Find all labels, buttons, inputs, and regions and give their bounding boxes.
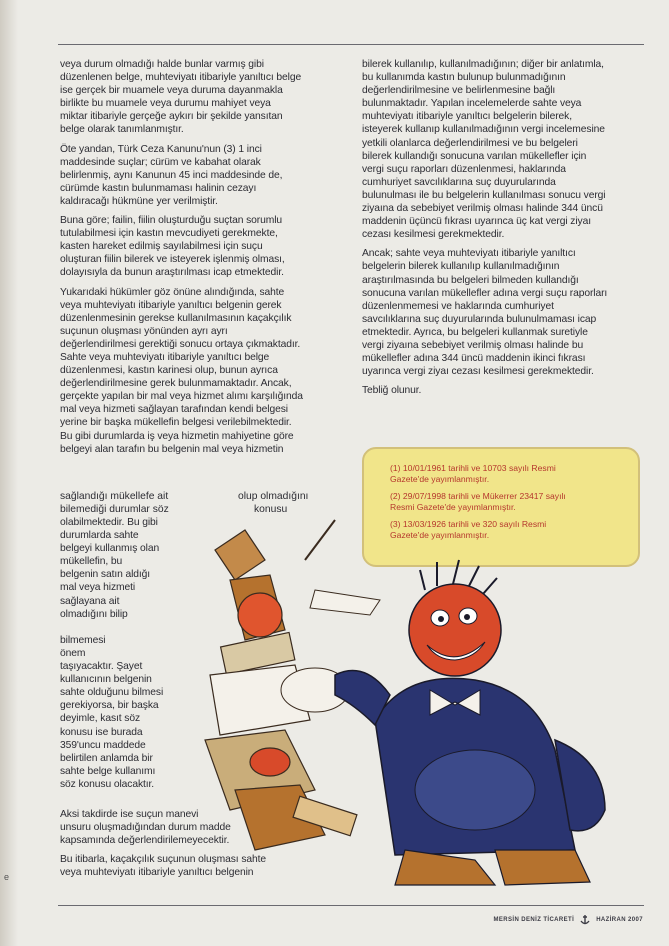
paragraph: Bu itibarla, kaçakçılık suçunun oluşması sahte veya muhteviyatı itibariyle yanıltıcı belgenin — [60, 854, 267, 879]
cartoon-man — [335, 560, 605, 885]
paragraph: Öte yandan, Türk Ceza Kanunu'nun (3) 1 inci maddesinde suçlar; cürüm ve kabahat olarak belirlenmiş, aynı Kanunun 45 inci maddesinde de, cürümde kastın bulunmaması halinin cezayı kaldıracağı hükmüne yer verilmiştir. — [60, 143, 283, 207]
split-line-1-left: sağlandığı mükellefe ait — [60, 491, 169, 502]
anchor-logo-icon — [578, 914, 592, 926]
closing-line: Tebliğ olunur. — [362, 385, 422, 397]
paragraph: olabilmektedir. Bu gibi durumlarda sahte belgeyi kullanmış olan mükellefin, bu belgenin satın aldığı mal veya hizmeti sağlayana ait olmadığını bilip bilmemesi önem taşıyacaktır. Şayet kullanıcının belgenin sahte olduğunu bilmesi gerekiyorsa, bir başka deyimle, kasıt söz konusu ise burada 359'uncu maddede belirtilen anlamda bir sahte belge kullanımı söz konusu olacaktır. — [60, 517, 164, 790]
paragraph: Ancak; sahte veya muhteviyatı itibariyle yanıltıcı belgelerin bilerek kullanılıp kullanılmadığının araştırılmasında bu belgeleri bilmeden kullandığı sonucuna varılan mükellefler adına vergi suçu raporları düzenlenmemesi ve haklarında cumhuriyet savcılıklarına suç duyurularında bulunulmaması icap etmektedir. Ayrıca, bu belgeleri kullanmak suretiyle vergi ziyaına sebebiyet verilmiş olması halinde bu mükellefler adına 344 üncü maddenin ikinci fıkrası uyarınca vergi ziyaı cezası kesilmesi gerekmektedir. — [362, 248, 608, 378]
split-line-2-left: bilemediği durumlar söz — [60, 504, 169, 515]
cartoon-man-with-junk-pile-illustration — [175, 490, 645, 890]
footer-date: HAZİRAN 2007 — [596, 917, 643, 923]
bottom-rule — [58, 905, 644, 906]
paragraph: Aksi takdirde ise suçun manevi unsuru oluşmadığından durum madde kapsamında değerlendirilemeyecektir. — [60, 809, 231, 847]
paragraph: Buna göre; failin, fiilin oluşturduğu suçtan sorumlu tutulabilmesi için kastın mevcudiyeti gerekmekte, kasten hareket edilmiş sayılabilmesi için suçu oluşturan fiilin bilerek ve isteyerek işlenmiş olması, dolayısıyla da bunun araştırılması icap etmektedir. — [60, 215, 285, 279]
paragraph: veya durum olmadığı halde bunlar varmış gibi düzenlenen belge, muhteviyatı itibariyle yanıltıcı belge ise gerçek bir muamele veya duruma dayanmakla birlikte bu muamele veya durumu mahiyet veya miktar itibariyle gerçeğe aykırı bir şekilde yansıtan belge olarak tanımlanmıştır. — [60, 59, 302, 136]
footer-publication: MERSİN DENİZ TİCARETİ — [493, 917, 575, 923]
footnote-2: (2) 29/07/1998 tarihli ve Mükerrer 23417 sayılı Resmi Gazete'de yayımlanmıştır. — [390, 491, 566, 512]
footnote-1: (1) 10/01/1961 tarihli ve 10703 sayılı Resmi Gazete'de yayımlanmıştır. — [390, 463, 556, 484]
footnote-3: (3) 13/03/1926 tarihli ve 320 sayılı Resmi Gazete'de yayımlanmıştır. — [390, 519, 547, 540]
page-footer — [493, 914, 643, 926]
left-column-narrow — [60, 516, 178, 797]
margin-mark: e — [4, 872, 10, 882]
right-column — [362, 58, 646, 403]
page-binding-shadow — [0, 0, 18, 946]
top-rule — [58, 44, 644, 45]
paragraph: Yukarıdaki hükümler göz önüne alındığında, sahte veya muhteviyatı itibariyle yanıltıcı belgenin gerek düzenlenmesinin gerekse kullanılmasının kaçakçılık suçunun oluşması yönünden ayrı ayrı değerlendirilmesi gerektiği sonucu ortaya çıkmaktadır. Sahte veya muhteviyatı itibariyle yanıltıcı belge düzenlenmesi, kastın karinesi olup, bunun ayrıca değerlendirilmesine gerek bulunmamaktadır. Ancak, gerçekte yapılan bir mal veya hizmet alımı karşılığında mal veya hizmeti sağlayan tarafından kendi belgesi yerine bir başka mükellefin belgesi verilebilmektedir. Bu gibi durumlarda iş veya hizmetin mahiyetine göre belgeyi alan tarafın bu belgenin mal veya hizmetin — [60, 286, 303, 455]
split-line-2-right: konusu — [254, 504, 288, 515]
left-column-top — [60, 58, 350, 462]
paragraph: bilerek kullanılıp, kullanılmadığının; diğer bir anlatımla, bu kullanımda kastın bulunup bulunmadığının değerlendirilmesine ve belirlenmesine bağlı bulunmaktadır. Yapılan incelemelerde sahte veya muhteviyatı itibariyle yanıltıcı belgelerin bilerek, isteyerek kullanıp kullanılmadığının vergi incelemesine yetkili olanlarca değerlendirilmesi ve bu belgeleri bilerek kullandığı sonucuna varılan mükellefler için vergi suçu raporları düzenlenmesi, haklarında cumhuriyet savcılıklarına suç duyurularında bulunulması ile bu belgelerin kullanılması sonucu vergi ziyaına da sebebiyet verilmiş olması halinde 344 üncü maddenin üçüncü fıkrası uyarınca üç kat vergi ziyaı cezası kesilmesi gerekmektedir. — [362, 59, 606, 241]
split-line-1-right: olup olmadığını — [238, 491, 309, 502]
